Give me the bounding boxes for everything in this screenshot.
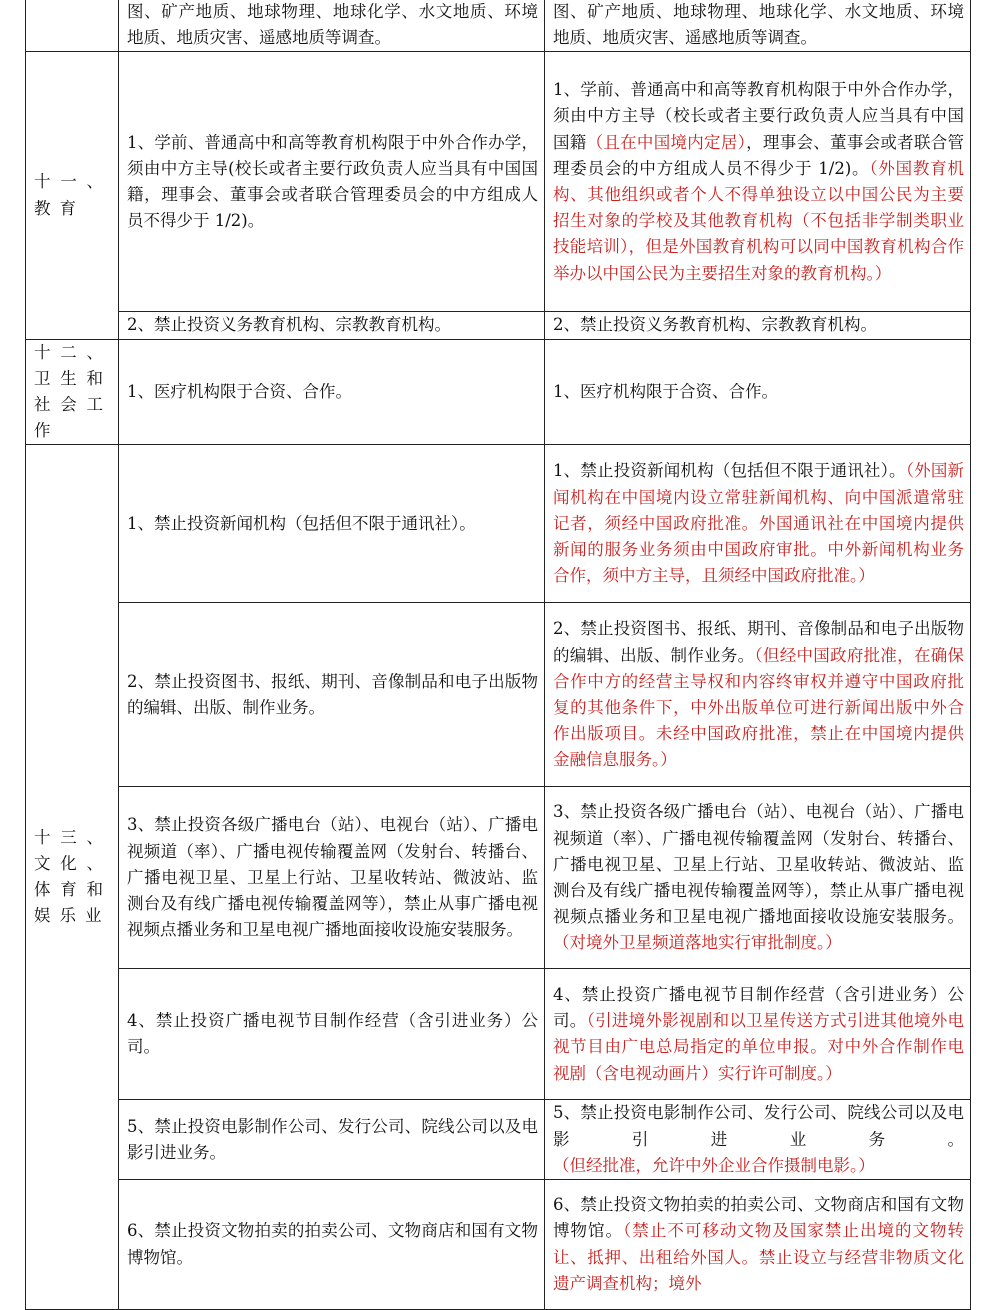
- revised-text: 5、禁止投资电影制作公司、发行公司、院线公司以及电影引进业务。: [553, 1103, 964, 1149]
- revised-text-cell: 1、医疗机构限于合资、合作。: [545, 339, 971, 445]
- original-text-cell: 2、禁止投资图书、报纸、期刊、音像制品和电子出版物的编辑、出版、制作业务。: [119, 603, 545, 787]
- original-text-cell: 1、医疗机构限于合资、合作。: [119, 339, 545, 445]
- table-row: [26, 0, 971, 52]
- revised-text-cell: [545, 445, 971, 603]
- table-row: [26, 603, 971, 787]
- revised-text-cell: 2、禁止投资义务教育机构、宗教教育机构。: [545, 312, 971, 339]
- revised-highlight: （且在中国境内定居）: [586, 132, 747, 152]
- revised-text-cell: 图、矿产地质、地球物理、地球化学、水文地质、环境地质、地质灾害、遥感地质等调查。: [545, 0, 971, 52]
- revised-text-cell: [545, 1100, 971, 1180]
- regulation-comparison-table: [25, 0, 971, 1310]
- original-text-cell: 图、矿产地质、地球物理、地球化学、水文地质、环境地质、地质灾害、遥感地质等调查。: [119, 0, 545, 52]
- revised-text: 1、学前、普通高中和高等教育机构限于中外合作办学，须由中方主导（校长或者主要行政负责人应当具有中国国籍: [553, 80, 964, 152]
- revised-text: 2、禁止投资图书、报纸、期刊、音像制品和电子出版物的编辑、出版、制作业务。: [553, 619, 964, 665]
- revised-text-cell: [545, 969, 971, 1100]
- category-cell-education: 十一、教育: [26, 52, 119, 339]
- table-row: [26, 312, 971, 339]
- table-row: [26, 787, 971, 969]
- category-cell-empty: [26, 0, 119, 52]
- category-cell-health: 十二、卫生和社会工作: [26, 339, 119, 445]
- table-row: [26, 1180, 971, 1310]
- revised-highlight: （引进境外影视剧和以卫星传送方式引进其他境外电视节目由广电总局指定的单位申报。对中外合作制作电视剧（含电视动画片）实行许可制度。）: [553, 1011, 964, 1083]
- original-text-cell: 2、禁止投资义务教育机构、宗教教育机构。: [119, 312, 545, 339]
- table-row: [26, 445, 971, 603]
- original-text-cell: 5、禁止投资电影制作公司、发行公司、院线公司以及电影引进业务。: [119, 1100, 545, 1180]
- table-row: [26, 52, 971, 312]
- revised-highlight: （外国新闻机构在中国境内设立常驻新闻机构、向中国派遣常驻记者，须经中国政府批准。外国通讯社在中国境内提供新闻的服务业务须由中国政府审批。中外新闻机构业务合作，须中方主导，且须经中国政府批准。）: [553, 461, 965, 586]
- table-row: [26, 1100, 971, 1180]
- revised-highlight: （但经批准，允许中外企业合作摄制电影。）: [553, 1155, 875, 1175]
- revised-text: 3、禁止投资各级广播电台（站）、电视台（站）、广播电视频道（率）、广播电视传输覆盖网（发射台、转播台、广播电视卫星、卫星上行站、卫星收转站、微波站、监测台及有线广播电视传输覆盖网等），禁止从事广播电视视频点播业务和卫星电视广播地面接收设施安装服务。: [553, 802, 964, 927]
- revised-highlight: （禁止不可移动文物及国家禁止出境的文物转让、抵押、出租给外国人。禁止设立与经营非物质文化遗产调查机构；境外: [553, 1221, 965, 1293]
- original-text-cell: 3、禁止投资各级广播电台（站）、电视台（站）、广播电视频道（率）、广播电视传输覆盖网（发射台、转播台、广播电视卫星、卫星上行站、卫星收转站、微波站、监测台及有线广播电视传输覆盖网等），禁止从事广播电视视频点播业务和卫星电视广播地面接收设施安装服务。: [119, 787, 545, 969]
- revised-highlight: （但经中国政府批准，在确保合作中方的经营主导权和内容终审权并遵守中国政府批复的其他条件下，中外出版单位可进行新闻出版中外合作出版项目。未经中国政府批准，禁止在中国境内提供金融信息服务。）: [553, 645, 964, 770]
- category-cell-culture: 十三、文化、体育和娱乐业: [26, 445, 119, 1310]
- original-text-cell: 1、学前、普通高中和高等教育机构限于中外合作办学，须由中方主导(校长或者主要行政负责人应当具有中国国籍，理事会、董事会或者联合管理委员会的中方组成人员不得少于 1/2)。: [119, 52, 545, 312]
- revised-text-cell: [545, 1180, 971, 1310]
- original-text-cell: 1、禁止投资新闻机构（包括但不限于通讯社）。: [119, 445, 545, 603]
- revised-highlight: （外国教育机构、其他组织或者个人不得单独设立以中国公民为主要招生对象的学校及其他教育机构（不包括非学制类职业技能培训），但是外国教育机构可以同中国教育机构合作举办以中国公民为主要招生对象的教育机构。）: [553, 158, 964, 283]
- revised-text: 4、禁止投资广播电视节目制作经营（含引进业务）公司。: [553, 985, 964, 1031]
- revised-highlight: （对境外卫星频道落地实行审批制度。）: [553, 933, 842, 953]
- revised-text-cell: [545, 787, 971, 969]
- table-row: [26, 339, 971, 445]
- original-text-cell: 6、禁止投资文物拍卖的拍卖公司、文物商店和国有文物博物馆。: [119, 1180, 545, 1310]
- revised-text-cell: [545, 52, 971, 312]
- table-row: [26, 969, 971, 1100]
- revised-text: 6、禁止投资文物拍卖的拍卖公司、文物商店和国有文物博物馆。: [553, 1195, 964, 1241]
- revised-text: 1、禁止投资新闻机构（包括但不限于通讯社）。: [553, 461, 906, 481]
- revised-text: ，理事会、董事会或者联合管理委员会的中方组成人员不得少于 1/2)。: [553, 132, 964, 178]
- original-text-cell: 4、禁止投资广播电视节目制作经营（含引进业务）公司。: [119, 969, 545, 1100]
- revised-text-cell: [545, 603, 971, 787]
